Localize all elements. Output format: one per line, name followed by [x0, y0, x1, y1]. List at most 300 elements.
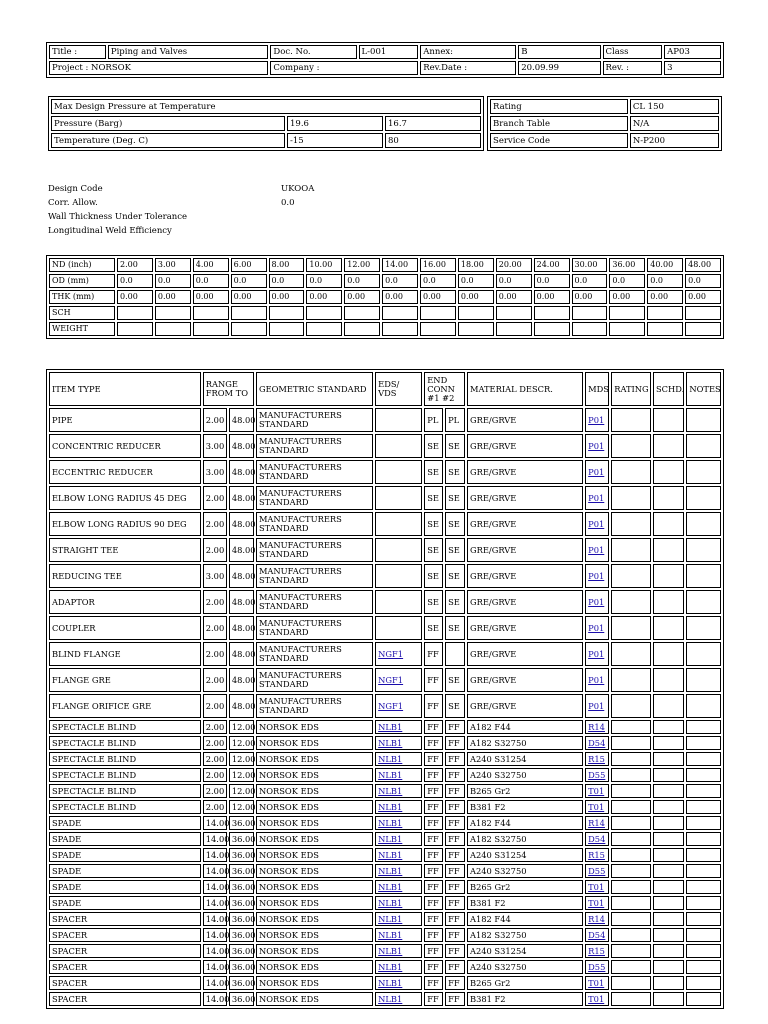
eds-vds-cell — [375, 960, 422, 974]
notes-cell — [686, 694, 721, 718]
end-conn-1-cell: FF — [424, 960, 443, 974]
range-to-cell: 12.00 — [229, 800, 254, 814]
schd-cell — [653, 944, 684, 958]
table-row — [49, 752, 721, 766]
mds-link[interactable]: R14 — [588, 721, 605, 732]
rev-label: Rev. : — [603, 61, 663, 75]
pressure-label: Pressure (Barg) — [51, 116, 285, 131]
end-conn-2-cell: SE — [445, 512, 465, 536]
nd-cell: 0.00 — [420, 290, 456, 304]
end-conn-2-cell: FF — [445, 864, 465, 878]
mds-cell — [585, 408, 609, 432]
nd-table-row — [49, 290, 721, 304]
mds-link[interactable]: R15 — [588, 849, 605, 860]
nd-table-row — [49, 306, 721, 320]
range-from-cell: 14.00 — [203, 976, 227, 990]
end-conn-2-cell: SE — [445, 460, 465, 484]
end-conn-1-cell: SE — [424, 538, 443, 562]
schd-cell — [653, 864, 684, 878]
nd-cell — [382, 306, 418, 320]
range-to-cell: 36.00 — [229, 848, 254, 862]
nd-cell — [344, 322, 380, 336]
col-geometric-standard: GEOMETRIC STANDARD — [256, 372, 373, 406]
rating-cell — [611, 512, 651, 536]
eds-vds-link[interactable]: NGF1 — [378, 700, 404, 711]
end-conn-1-cell: FF — [424, 768, 443, 782]
eds-vds-link[interactable]: NLB1 — [378, 881, 403, 892]
mds-link[interactable]: T01 — [588, 801, 605, 812]
end-conn-2-cell: FF — [445, 768, 465, 782]
mds-link[interactable]: D55 — [588, 769, 606, 780]
mds-link[interactable]: P01 — [588, 622, 605, 633]
eds-vds-link[interactable]: NGF1 — [378, 648, 404, 659]
item-type-cell: STRAIGHT TEE — [49, 538, 201, 562]
geometric-standard-cell: NORSOK EDS — [256, 720, 373, 734]
end-conn-1-cell: FF — [424, 944, 443, 958]
mds-link[interactable]: T01 — [588, 785, 605, 796]
end-conn-2-cell: FF — [445, 928, 465, 942]
nd-cell: 0.00 — [344, 290, 380, 304]
range-from-cell: 14.00 — [203, 896, 227, 910]
end-conn-2-cell: FF — [445, 992, 465, 1006]
end-conn-2-cell: FF — [445, 832, 465, 846]
material-descr-cell: GRE/GRVE — [467, 460, 583, 484]
material-descr-cell: A240 S31254 — [467, 848, 583, 862]
nd-cell: 0.00 — [534, 290, 570, 304]
geometric-standard-cell: MANUFACTURERS STANDARD — [256, 694, 373, 718]
temperature-value-2: 80 — [385, 133, 481, 148]
mds-cell — [585, 564, 609, 588]
mds-link[interactable]: R14 — [588, 913, 605, 924]
item-type-cell: SPECTACLE BLIND — [49, 720, 201, 734]
mds-link[interactable]: P01 — [588, 414, 605, 425]
table-row — [49, 864, 721, 878]
rating-cell — [611, 668, 651, 692]
eds-vds-cell — [375, 800, 422, 814]
end-conn-1-cell: FF — [424, 816, 443, 830]
item-type-cell: REDUCING TEE — [49, 564, 201, 588]
pressure-table — [48, 96, 484, 151]
eds-vds-link[interactable]: NLB1 — [378, 913, 403, 924]
mds-link[interactable]: T01 — [588, 977, 605, 988]
mds-cell — [585, 538, 609, 562]
table-row — [49, 944, 721, 958]
nd-cell: 0.00 — [117, 290, 153, 304]
nd-cell: 0.00 — [382, 290, 418, 304]
eds-vds-link[interactable]: NLB1 — [378, 897, 403, 908]
eds-vds-link[interactable]: NLB1 — [378, 961, 403, 972]
nd-cell: 0.0 — [269, 274, 305, 288]
notes-cell — [686, 512, 721, 536]
rating-cell — [611, 976, 651, 990]
nd-cell: 8.00 — [269, 258, 305, 272]
nd-cell: 0.00 — [609, 290, 645, 304]
item-type-cell: CONCENTRIC REDUCER — [49, 434, 201, 458]
range-to-cell: 36.00 — [229, 832, 254, 846]
mds-cell — [585, 912, 609, 926]
range-to-cell: 48.00 — [229, 408, 254, 432]
service-code-label: Service Code — [490, 133, 628, 148]
material-descr-cell: GRE/GRVE — [467, 408, 583, 432]
mds-cell — [585, 616, 609, 640]
end-conn-1-cell: PL — [424, 408, 443, 432]
end-conn-1-cell: FF — [424, 864, 443, 878]
geometric-standard-cell: NORSOK EDS — [256, 896, 373, 910]
eds-vds-link[interactable]: NLB1 — [378, 993, 403, 1004]
end-conn-2-cell: FF — [445, 848, 465, 862]
nd-cell: 4.00 — [193, 258, 229, 272]
eds-vds-cell — [375, 880, 422, 894]
nd-cell: 0.0 — [231, 274, 267, 288]
rating-cell — [611, 720, 651, 734]
item-type-cell: SPACER — [49, 992, 201, 1006]
rating-cell — [611, 960, 651, 974]
notes-cell — [686, 912, 721, 926]
nd-cell — [458, 322, 494, 336]
mds-link[interactable]: R15 — [588, 753, 605, 764]
eds-vds-link[interactable]: NLB1 — [378, 801, 403, 812]
range-from-cell: 14.00 — [203, 944, 227, 958]
mds-link[interactable]: D55 — [588, 865, 606, 876]
mds-cell — [585, 976, 609, 990]
eds-vds-cell — [375, 912, 422, 926]
temperature-label: Temperature (Deg. C) — [51, 133, 285, 148]
eds-vds-link[interactable]: NLB1 — [378, 929, 403, 940]
item-type-cell: SPECTACLE BLIND — [49, 768, 201, 782]
mds-link[interactable]: T01 — [588, 993, 605, 1004]
geometric-standard-cell: NORSOK EDS — [256, 912, 373, 926]
col-eds-vds: EDS/ VDS — [375, 372, 422, 406]
eds-vds-link[interactable]: NLB1 — [378, 721, 403, 732]
range-from-cell: 2.00 — [203, 736, 227, 750]
material-descr-cell: A240 S31254 — [467, 944, 583, 958]
col-rating: RATING — [611, 372, 651, 406]
eds-vds-cell — [375, 460, 422, 484]
geometric-standard-cell: NORSOK EDS — [256, 960, 373, 974]
design-code-label: Design Code — [48, 184, 103, 194]
nd-table-row — [49, 274, 721, 288]
end-conn-2-cell: FF — [445, 944, 465, 958]
notes-cell — [686, 976, 721, 990]
range-to-cell: 36.00 — [229, 864, 254, 878]
eds-vds-cell — [375, 642, 422, 666]
nd-cell: 0.0 — [344, 274, 380, 288]
notes-cell — [686, 668, 721, 692]
table-row — [49, 992, 721, 1006]
geometric-standard-cell: MANUFACTURERS STANDARD — [256, 460, 373, 484]
table-row — [49, 590, 721, 614]
nd-cell — [269, 322, 305, 336]
material-descr-cell: A182 F44 — [467, 816, 583, 830]
material-descr-cell: GRE/GRVE — [467, 616, 583, 640]
rating-cell — [611, 848, 651, 862]
table-row — [49, 564, 721, 588]
range-from-cell: 3.00 — [203, 460, 227, 484]
rating-cell — [611, 768, 651, 782]
schd-cell — [653, 512, 684, 536]
geometric-standard-cell: NORSOK EDS — [256, 752, 373, 766]
mds-cell — [585, 642, 609, 666]
eds-vds-cell — [375, 512, 422, 536]
table-row — [49, 668, 721, 692]
table-row — [49, 800, 721, 814]
nd-cell: 0.0 — [685, 274, 721, 288]
annex-value: B — [518, 45, 600, 59]
eds-vds-cell — [375, 944, 422, 958]
range-from-cell: 2.00 — [203, 720, 227, 734]
eds-vds-cell — [375, 768, 422, 782]
pressure-title: Max Design Pressure at Temperature — [51, 99, 481, 114]
end-conn-2-cell: PL — [445, 408, 465, 432]
nd-cell — [647, 306, 683, 320]
range-to-cell: 48.00 — [229, 434, 254, 458]
item-type-cell: FLANGE ORIFICE GRE — [49, 694, 201, 718]
schd-cell — [653, 784, 684, 798]
nd-cell — [572, 322, 608, 336]
nd-cell — [231, 322, 267, 336]
table-row — [49, 460, 721, 484]
nd-cell — [231, 306, 267, 320]
eds-vds-link[interactable]: NGF1 — [378, 674, 404, 685]
corr-allow-label: Corr. Allow. — [48, 198, 98, 208]
item-type-cell: ELBOW LONG RADIUS 45 DEG — [49, 486, 201, 510]
rating-cell — [611, 564, 651, 588]
schd-cell — [653, 880, 684, 894]
nd-cell: 16.00 — [420, 258, 456, 272]
material-descr-cell: A182 F44 — [467, 720, 583, 734]
range-from-cell: 2.00 — [203, 668, 227, 692]
end-conn-1-cell: FF — [424, 928, 443, 942]
range-from-cell: 14.00 — [203, 864, 227, 878]
notes-cell — [686, 736, 721, 750]
end-conn-2-cell: FF — [445, 880, 465, 894]
items-header-row — [49, 372, 721, 406]
end-conn-2-cell: SE — [445, 694, 465, 718]
table-row — [49, 642, 721, 666]
nd-cell — [534, 322, 570, 336]
geometric-standard-cell: NORSOK EDS — [256, 880, 373, 894]
col-notes: NOTES — [686, 372, 721, 406]
mds-cell — [585, 752, 609, 766]
table-row — [49, 912, 721, 926]
mds-link[interactable]: D54 — [588, 737, 606, 748]
table-row — [49, 512, 721, 536]
table-row — [49, 880, 721, 894]
end-conn-1-cell: FF — [424, 736, 443, 750]
material-descr-cell: GRE/GRVE — [467, 512, 583, 536]
end-conn-2-cell: FF — [445, 896, 465, 910]
mds-link[interactable]: P01 — [588, 700, 605, 711]
item-type-cell: PIPE — [49, 408, 201, 432]
mds-link[interactable]: R15 — [588, 945, 605, 956]
mds-link[interactable]: P01 — [588, 518, 605, 529]
eds-vds-link[interactable]: NLB1 — [378, 977, 403, 988]
geometric-standard-cell: MANUFACTURERS STANDARD — [256, 512, 373, 536]
nd-cell — [496, 322, 532, 336]
mds-link[interactable]: P01 — [588, 492, 605, 503]
nd-cell: 0.0 — [647, 274, 683, 288]
col-end-conn: END CONN #1 #2 — [424, 372, 465, 406]
schd-cell — [653, 434, 684, 458]
eds-vds-cell — [375, 720, 422, 734]
range-to-cell: 48.00 — [229, 538, 254, 562]
range-from-cell: 14.00 — [203, 992, 227, 1006]
mds-cell — [585, 928, 609, 942]
range-to-cell: 36.00 — [229, 912, 254, 926]
end-conn-1-cell: FF — [424, 896, 443, 910]
table-row — [49, 408, 721, 432]
item-type-cell: ECCENTRIC REDUCER — [49, 460, 201, 484]
material-descr-cell: B381 F2 — [467, 992, 583, 1006]
eds-vds-link[interactable]: NLB1 — [378, 737, 403, 748]
nd-cell — [193, 322, 229, 336]
mds-link[interactable]: D55 — [588, 961, 606, 972]
schd-cell — [653, 992, 684, 1006]
mds-cell — [585, 896, 609, 910]
end-conn-1-cell: SE — [424, 616, 443, 640]
mds-cell — [585, 512, 609, 536]
mds-link[interactable]: P01 — [588, 674, 605, 685]
notes-cell — [686, 538, 721, 562]
mds-link[interactable]: P01 — [588, 596, 605, 607]
schd-cell — [653, 752, 684, 766]
eds-vds-link[interactable]: NLB1 — [378, 769, 403, 780]
range-to-cell: 12.00 — [229, 768, 254, 782]
eds-vds-link[interactable]: NLB1 — [378, 865, 403, 876]
range-from-cell: 3.00 — [203, 434, 227, 458]
geometric-standard-cell: NORSOK EDS — [256, 816, 373, 830]
range-from-cell: 14.00 — [203, 848, 227, 862]
mds-link[interactable]: P01 — [588, 440, 605, 451]
range-to-cell: 36.00 — [229, 896, 254, 910]
schd-cell — [653, 960, 684, 974]
eds-vds-link[interactable]: NLB1 — [378, 849, 403, 860]
material-descr-cell: GRE/GRVE — [467, 564, 583, 588]
end-conn-2-cell: SE — [445, 486, 465, 510]
mds-link[interactable]: P01 — [588, 570, 605, 581]
material-descr-cell: GRE/GRVE — [467, 668, 583, 692]
nd-cell — [572, 306, 608, 320]
range-from-cell: 2.00 — [203, 512, 227, 536]
rating-cell — [611, 832, 651, 846]
nd-cell: 0.00 — [458, 290, 494, 304]
geometric-standard-cell: NORSOK EDS — [256, 832, 373, 846]
mds-link[interactable]: P01 — [588, 544, 605, 555]
mds-link[interactable]: R14 — [588, 817, 605, 828]
item-type-cell: SPADE — [49, 896, 201, 910]
table-row — [49, 928, 721, 942]
geometric-standard-cell: MANUFACTURERS STANDARD — [256, 616, 373, 640]
material-descr-cell: A240 S32750 — [467, 864, 583, 878]
end-conn-2-cell: FF — [445, 752, 465, 766]
rating-cell — [611, 880, 651, 894]
table-row — [49, 720, 721, 734]
notes-cell — [686, 768, 721, 782]
item-type-cell: SPACER — [49, 944, 201, 958]
end-conn-2-cell: FF — [445, 976, 465, 990]
mds-cell — [585, 694, 609, 718]
eds-vds-cell — [375, 848, 422, 862]
notes-cell — [686, 460, 721, 484]
rating-cell — [611, 816, 651, 830]
nd-cell: 0.0 — [534, 274, 570, 288]
eds-vds-link[interactable]: NLB1 — [378, 833, 403, 844]
range-from-cell: 2.00 — [203, 590, 227, 614]
mds-link[interactable]: T01 — [588, 881, 605, 892]
mds-cell — [585, 720, 609, 734]
nd-row-label: WEIGHT — [49, 322, 115, 336]
eds-vds-cell — [375, 976, 422, 990]
col-material-descr: MATERIAL DESCR. — [467, 372, 583, 406]
notes-cell — [686, 784, 721, 798]
mds-cell — [585, 848, 609, 862]
nd-cell: 0.0 — [155, 274, 191, 288]
nd-cell — [269, 306, 305, 320]
material-descr-cell: GRE/GRVE — [467, 434, 583, 458]
end-conn-2-cell: FF — [445, 816, 465, 830]
material-descr-cell: A240 S32750 — [467, 960, 583, 974]
eds-vds-cell — [375, 896, 422, 910]
nd-cell: 6.00 — [231, 258, 267, 272]
mds-cell — [585, 960, 609, 974]
eds-vds-cell — [375, 434, 422, 458]
material-descr-cell: GRE/GRVE — [467, 486, 583, 510]
notes-cell — [686, 800, 721, 814]
notes-cell — [686, 832, 721, 846]
mds-link[interactable]: D54 — [588, 929, 606, 940]
eds-vds-cell — [375, 590, 422, 614]
schd-cell — [653, 720, 684, 734]
company-label: Company : — [270, 61, 418, 75]
geometric-standard-cell: MANUFACTURERS STANDARD — [256, 434, 373, 458]
range-to-cell: 36.00 — [229, 880, 254, 894]
mds-link[interactable]: D54 — [588, 833, 606, 844]
range-to-cell: 36.00 — [229, 960, 254, 974]
eds-vds-cell — [375, 784, 422, 798]
nd-cell: 0.0 — [496, 274, 532, 288]
end-conn-1-cell: FF — [424, 880, 443, 894]
nd-cell: 2.00 — [117, 258, 153, 272]
nd-cell: 0.0 — [420, 274, 456, 288]
mds-link[interactable]: P01 — [588, 466, 605, 477]
range-from-cell: 2.00 — [203, 784, 227, 798]
material-descr-cell: A182 S32750 — [467, 928, 583, 942]
end-conn-2-cell: SE — [445, 564, 465, 588]
nd-cell — [306, 322, 342, 336]
eds-vds-link[interactable]: NLB1 — [378, 785, 403, 796]
end-conn-1-cell: SE — [424, 486, 443, 510]
mds-link[interactable]: P01 — [588, 648, 605, 659]
nd-cell — [420, 322, 456, 336]
range-from-cell: 2.00 — [203, 538, 227, 562]
end-conn-1-cell: FF — [424, 642, 443, 666]
end-conn-2-cell: SE — [445, 668, 465, 692]
eds-vds-cell — [375, 694, 422, 718]
mds-link[interactable]: T01 — [588, 897, 605, 908]
end-conn-1-cell: SE — [424, 434, 443, 458]
mds-cell — [585, 434, 609, 458]
class-value: AP03 — [664, 45, 721, 59]
eds-vds-link[interactable]: NLB1 — [378, 945, 403, 956]
range-from-cell: 2.00 — [203, 800, 227, 814]
mds-cell — [585, 784, 609, 798]
eds-vds-link[interactable]: NLB1 — [378, 753, 403, 764]
nd-cell: 0.0 — [117, 274, 153, 288]
range-from-cell: 14.00 — [203, 912, 227, 926]
eds-vds-link[interactable]: NLB1 — [378, 817, 403, 828]
design-code-value: UKOOA — [281, 184, 315, 194]
notes-cell — [686, 590, 721, 614]
